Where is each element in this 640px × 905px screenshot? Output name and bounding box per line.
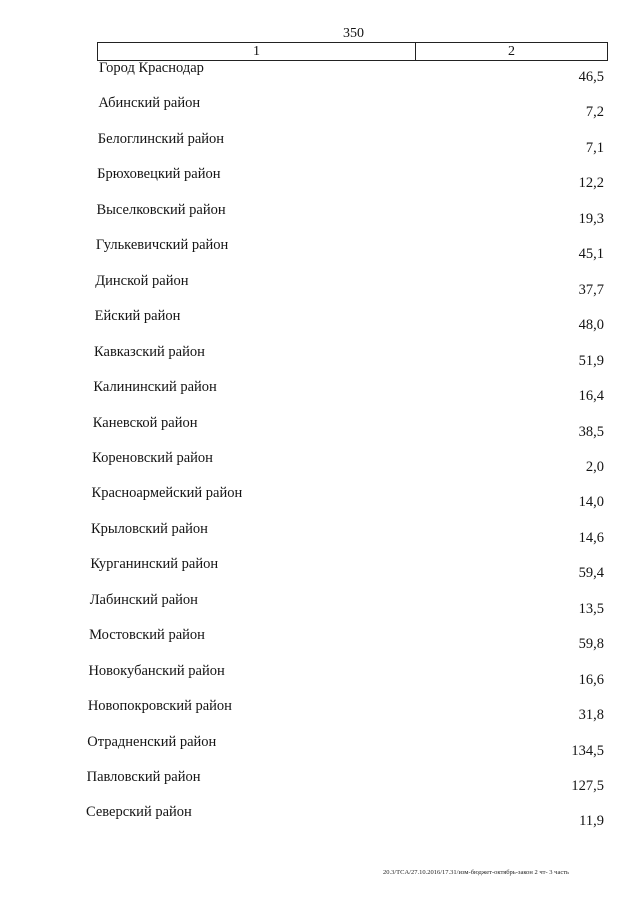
district-value: 2,0: [585, 458, 604, 475]
district-value: 11,9: [579, 813, 604, 830]
district-value: 45,1: [578, 246, 604, 263]
table-row: [0, 273, 640, 309]
table-row: [0, 663, 640, 699]
district-name: Красноармейский район: [91, 485, 243, 502]
district-value: 16,6: [578, 671, 604, 688]
district-name: Отрадненский район: [87, 733, 217, 750]
district-value: 31,8: [578, 707, 604, 724]
table-row: [0, 769, 640, 805]
table-row: [0, 698, 640, 734]
district-value: 14,0: [578, 494, 604, 511]
table-row: [0, 95, 640, 131]
district-value: 59,8: [578, 636, 604, 653]
district-name: Абинский район: [98, 95, 201, 112]
district-name: Павловский район: [86, 769, 201, 785]
district-name: Северский район: [85, 804, 192, 821]
table-row: [0, 344, 640, 380]
district-name: Ейский район: [94, 308, 181, 325]
district-name: Крыловский район: [90, 520, 208, 537]
district-name: Белоглинский район: [97, 130, 225, 147]
district-value: 16,4: [578, 388, 604, 405]
district-value: 127,5: [571, 778, 604, 794]
table-row: [0, 734, 640, 770]
district-value: 7,2: [585, 104, 604, 121]
table-row: [0, 131, 640, 167]
district-value: 59,4: [578, 565, 604, 582]
district-name: Кавказский район: [94, 343, 205, 360]
district-value: 19,3: [578, 210, 604, 227]
table-row: [0, 627, 640, 663]
district-name: Кореновский район: [92, 449, 213, 466]
table-row: [0, 237, 640, 273]
column-header-2: 2: [508, 44, 515, 59]
district-value: 134,5: [571, 742, 604, 759]
table-row: [0, 379, 640, 415]
district-name: Лабинский район: [89, 591, 198, 608]
table-row: [0, 308, 640, 344]
table-row: [0, 166, 640, 202]
district-name: Город Краснодар: [99, 60, 204, 76]
table-row: [0, 450, 640, 486]
district-name: Курганинский район: [90, 556, 219, 573]
district-name: Калининский район: [93, 379, 217, 396]
table-row: [0, 521, 640, 557]
page-number: 350: [343, 26, 364, 41]
district-value: 12,2: [578, 175, 604, 192]
district-value: 37,7: [578, 281, 604, 298]
column-header-1: 1: [98, 43, 416, 60]
district-value: 7,1: [585, 139, 604, 156]
district-value: 14,6: [578, 529, 604, 546]
table-header: [97, 42, 608, 61]
district-name: Мостовский район: [89, 627, 205, 644]
table-row: [0, 804, 640, 840]
table-row: [0, 60, 640, 96]
district-name: Гулькевичский район: [95, 237, 229, 254]
district-name: Новокубанский район: [88, 662, 225, 679]
district-name: Новопокровский район: [87, 698, 232, 715]
table-row: [0, 202, 640, 238]
table-row: [0, 485, 640, 521]
district-value: 48,0: [578, 317, 604, 334]
footer-file-note: 20.3/TCA/27.10.2016/17.31/изм-бюджет-октябрь-закон 2 чт- 3 часть: [383, 869, 570, 876]
table-row: [0, 592, 640, 628]
district-name: Каневской район: [92, 414, 198, 431]
district-name: Выселковский район: [96, 201, 226, 218]
table-row: [0, 556, 640, 592]
district-value: 38,5: [578, 423, 604, 440]
district-name: Брюховецкий район: [97, 166, 221, 183]
district-value: 46,5: [578, 69, 604, 85]
district-value: 13,5: [578, 600, 604, 617]
district-value: 51,9: [578, 352, 604, 369]
district-name: Динской район: [95, 272, 189, 289]
table-row: [0, 415, 640, 451]
